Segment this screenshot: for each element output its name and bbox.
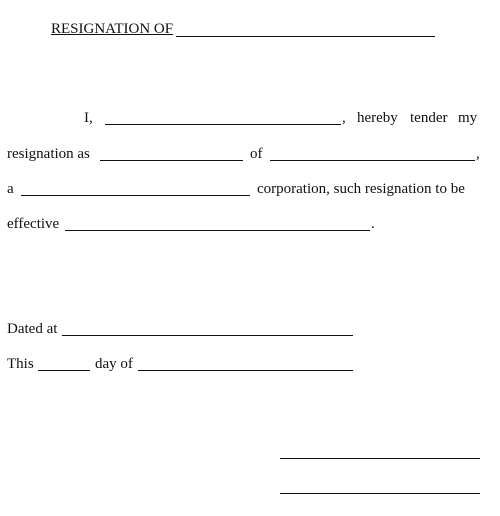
- period: .: [371, 216, 375, 232]
- day-blank[interactable]: [38, 370, 90, 371]
- text-of: of: [250, 146, 263, 162]
- text-this: This: [7, 356, 34, 372]
- text-a: a: [7, 181, 14, 197]
- title-name-blank[interactable]: [176, 36, 435, 37]
- text-dated-at: Dated at: [7, 321, 58, 337]
- text-i: I,: [84, 110, 93, 126]
- text-tender: tender: [410, 110, 448, 126]
- comma: ,: [342, 110, 346, 126]
- name-blank[interactable]: [105, 124, 341, 125]
- title-text: RESIGNATION OF: [51, 21, 174, 37]
- signature-line-2[interactable]: [280, 493, 480, 494]
- text-corporation: corporation, such resignation to be: [257, 181, 465, 197]
- text-resignation-as: resignation as: [7, 146, 90, 162]
- text-my: my: [458, 110, 478, 126]
- text-hereby: hereby: [357, 110, 398, 126]
- text-day-of: day of: [95, 356, 133, 372]
- location-blank[interactable]: [62, 335, 353, 336]
- text-effective: effective: [7, 216, 60, 232]
- effective-date-blank[interactable]: [65, 230, 370, 231]
- signature-line-1[interactable]: [280, 458, 480, 459]
- month-year-blank[interactable]: [138, 370, 353, 371]
- state-blank[interactable]: [21, 195, 250, 196]
- position-blank[interactable]: [100, 160, 243, 161]
- company-blank[interactable]: [270, 160, 475, 161]
- comma: ,: [476, 146, 480, 162]
